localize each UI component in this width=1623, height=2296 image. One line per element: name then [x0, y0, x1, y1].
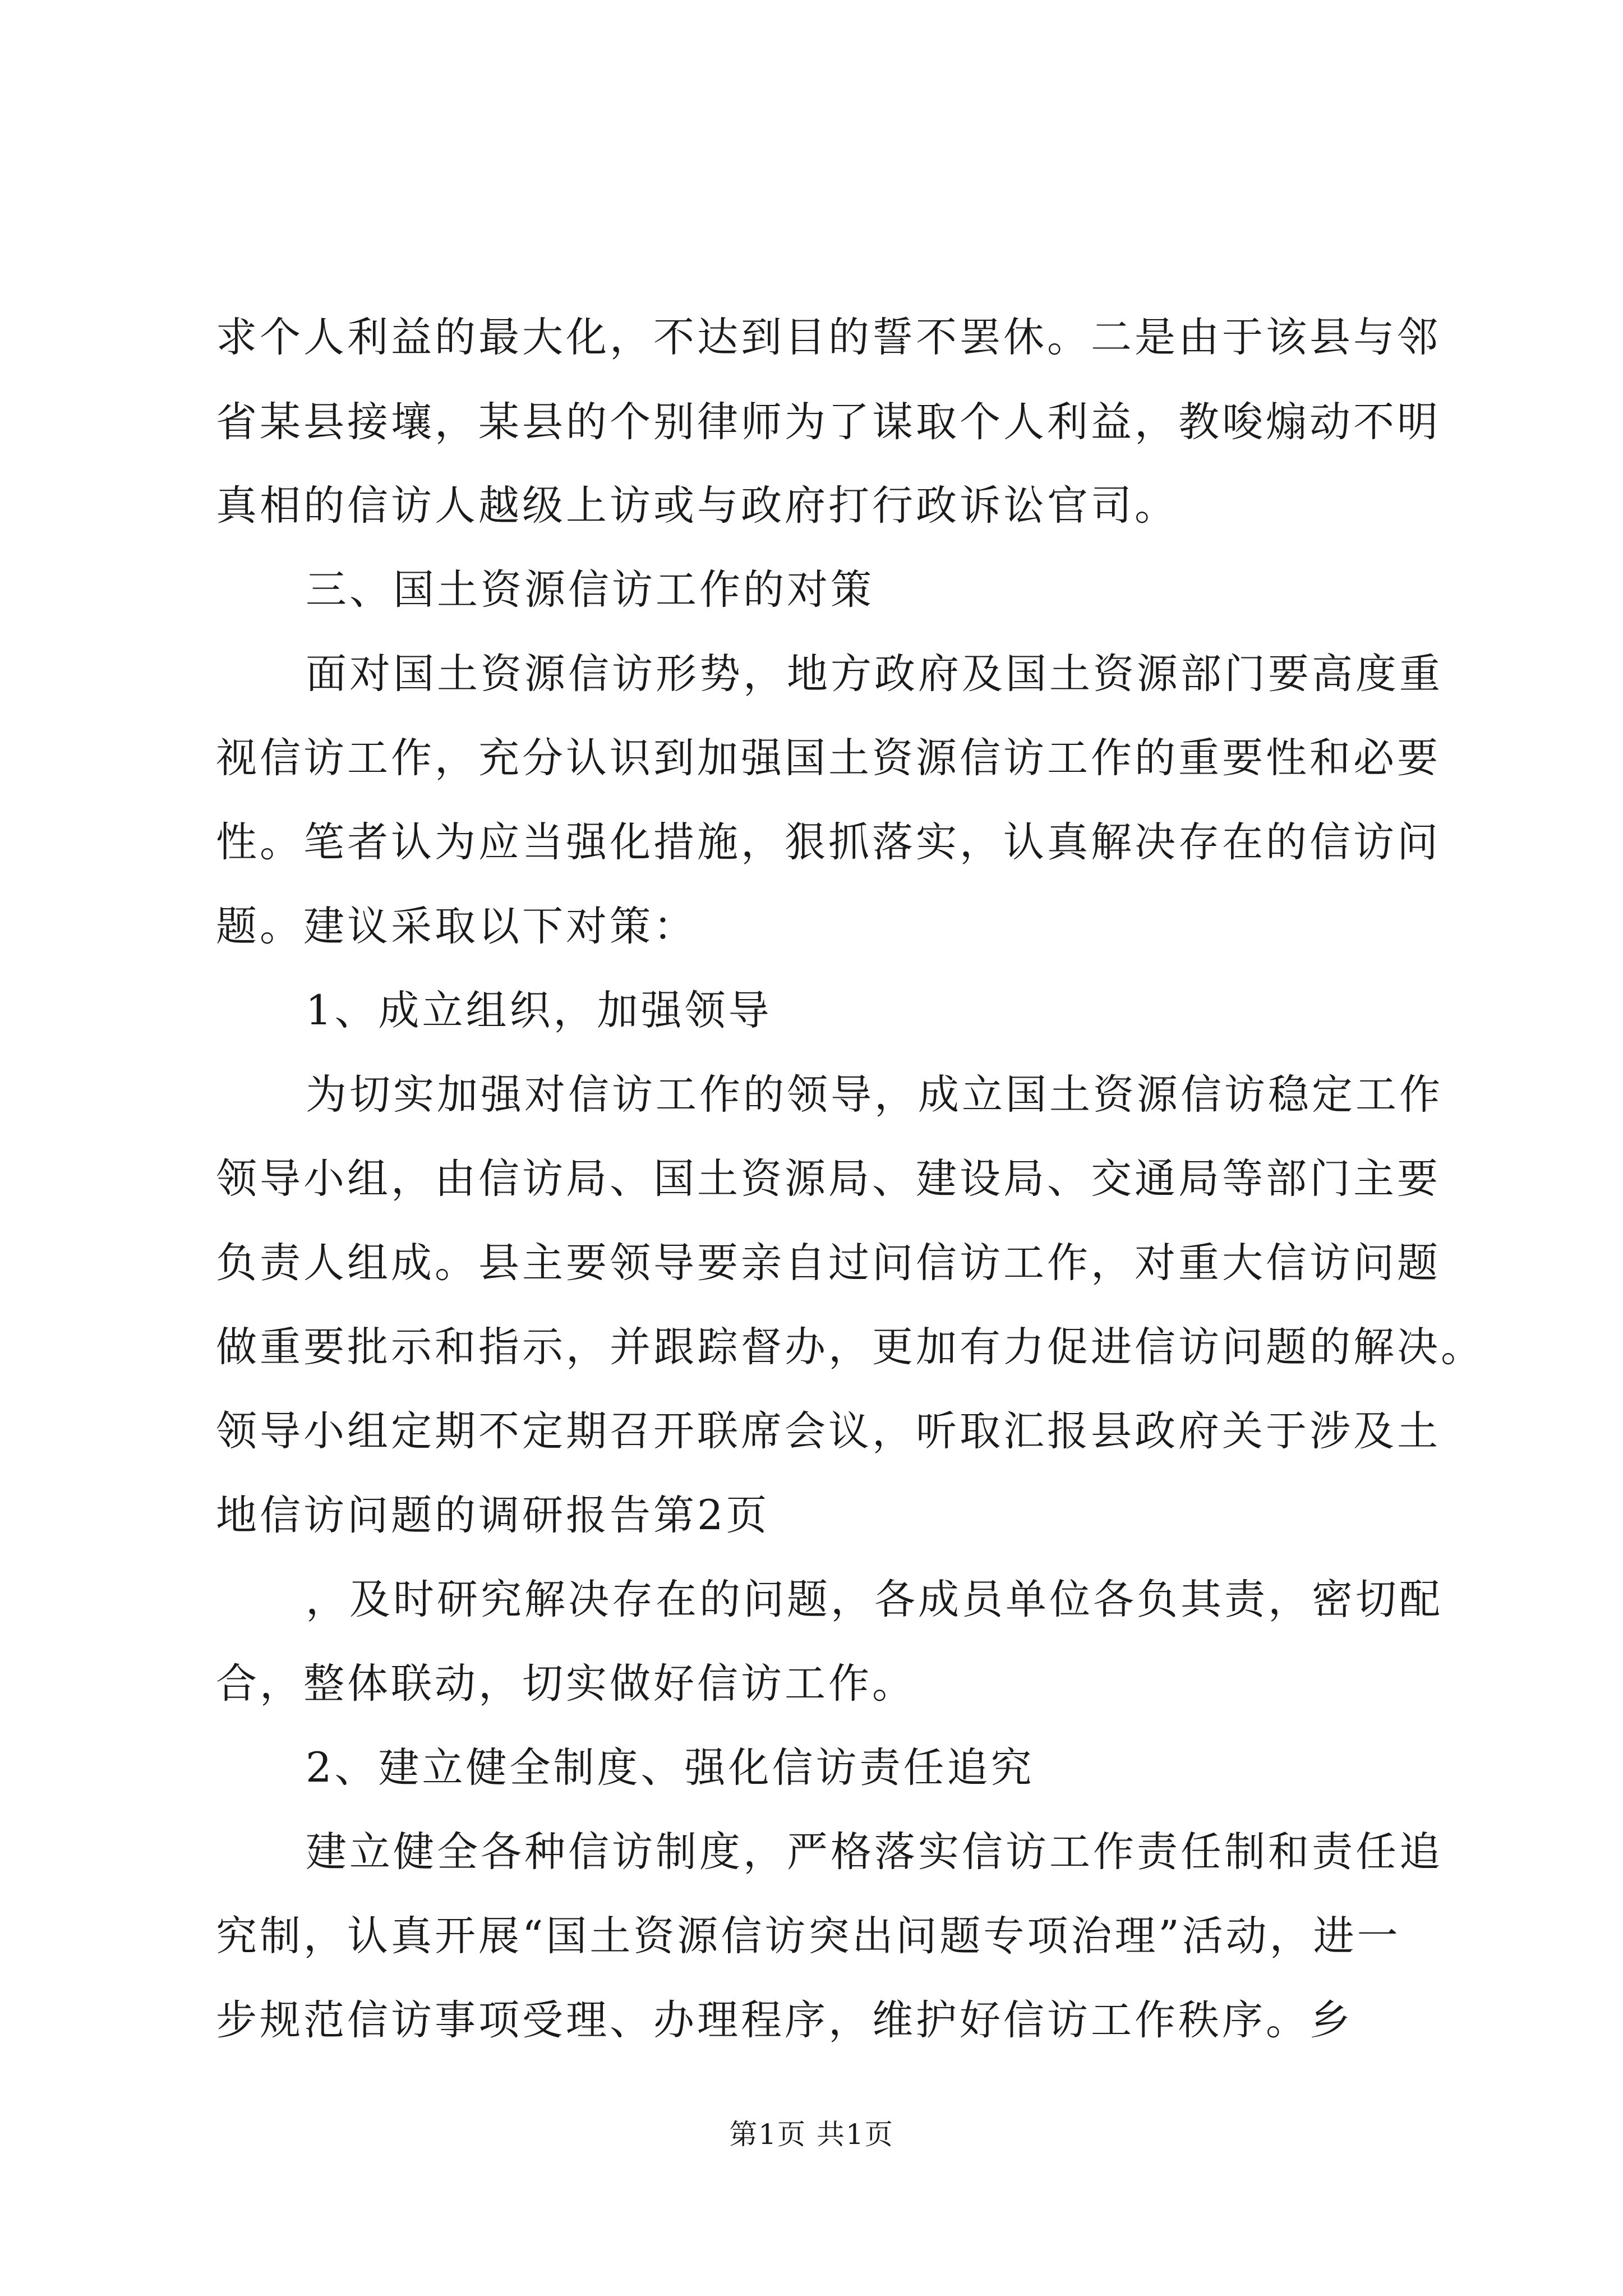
body-line-12: 负责人组成。县主要领导要亲自过问信访工作，对重大信访问题: [216, 1239, 1441, 1287]
body-line-16: ，及时研究解决存在的问题，各成员单位各负其责，密切配: [306, 1576, 1443, 1623]
body-line-7: 性。笔者认为应当强化措施，狠抓落实，认真解决存在的信访问: [216, 818, 1441, 866]
body-line-21: 步规范信访事项受理、办理程序，维护好信访工作秩序。乡: [216, 1996, 1353, 2044]
body-line-20: 究制，认真开展“国土资源信访突出问题专项治理”活动，进一: [216, 1912, 1401, 1960]
subheading-1: 1、成立组织，加强领导: [306, 987, 772, 1034]
body-line-17: 合，整体联动，切实做好信访工作。: [216, 1660, 916, 1708]
body-line-6: 视信访工作，充分认识到加强国土资源信访工作的重要性和必要: [216, 734, 1441, 782]
body-line-2: 省某县接壤，某县的个别律师为了谋取个人利益，教唆煽动不明: [216, 398, 1441, 446]
body-line-15: 地信访问题的调研报告第2页: [216, 1492, 770, 1539]
section-heading: 三、国土资源信访工作的对策: [306, 566, 874, 614]
body-line-5: 面对国土资源信访形势，地方政府及国土资源部门要高度重: [306, 650, 1443, 698]
page-footer: 第1页 共1页: [729, 2118, 894, 2151]
body-line-1: 求个人利益的最大化，不达到目的誓不罢休。二是由于该县与邻: [216, 314, 1441, 361]
body-line-14: 领导小组定期不定期召开联席会议，听取汇报县政府关于涉及土: [216, 1407, 1441, 1455]
body-line-13: 做重要批示和指示，并跟踪督办，更加有力促进信访问题的解决。: [216, 1323, 1484, 1371]
body-line-10: 为切实加强对信访工作的领导，成立国土资源信访稳定工作: [306, 1071, 1443, 1119]
body-line-3: 真相的信访人越级上访或与政府打行政诉讼官司。: [216, 482, 1178, 530]
body-line-8: 题。建议采取以下对策：: [216, 903, 697, 950]
subheading-2: 2、建立健全制度、强化信访责任追究: [306, 1744, 1035, 1792]
body-line-11: 领导小组，由信访局、国土资源局、建设局、交通局等部门主要: [216, 1155, 1441, 1203]
body-line-19: 建立健全各种信访制度，严格落实信访工作责任制和责任追: [306, 1828, 1443, 1876]
